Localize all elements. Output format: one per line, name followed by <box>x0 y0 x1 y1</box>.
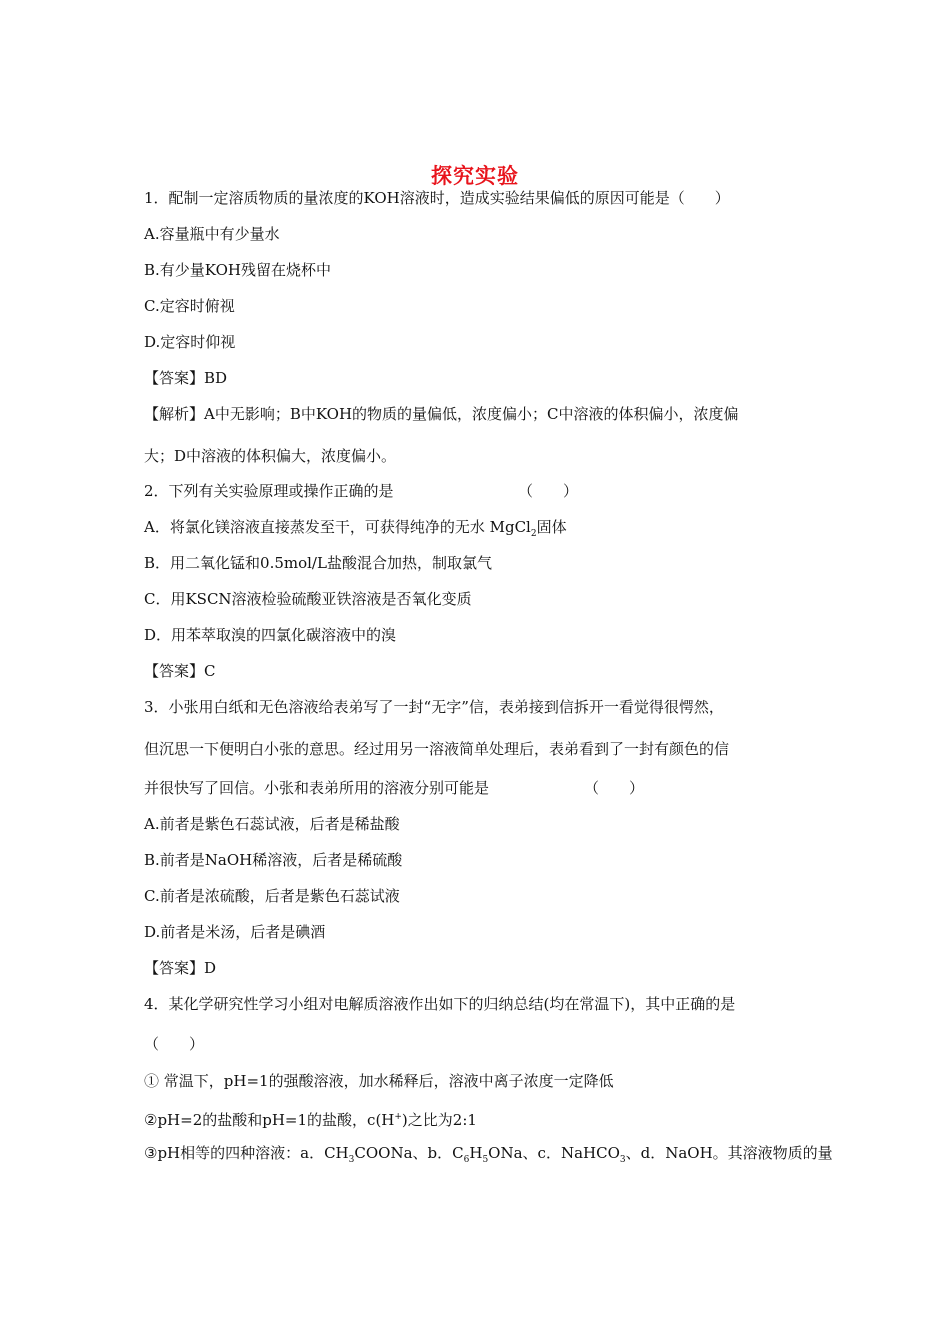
q4-item-2: ②pH=2的盐酸和pH=1的盐酸，c(H+)之比为2:1 <box>144 1111 477 1129</box>
q3-answer-paren: （ ） <box>584 779 645 797</box>
q3-answer: 【答案】D <box>144 959 217 977</box>
q4-answer-paren: （ ） <box>144 1035 205 1053</box>
q1-option-b: B.有少量KOH残留在烧杯中 <box>144 261 331 279</box>
q1-option-a: A.容量瓶中有少量水 <box>144 225 280 243</box>
q1-stem: 1．配制一定溶质物质的量浓度的KOH溶液时，造成实验结果偏低的原因可能是（ ） <box>144 189 730 207</box>
q3-stem-line1: 3．小张用白纸和无色溶液给表弟写了一封“无字”信，表弟接到信拆开一看觉得很愕然， <box>144 698 724 716</box>
q2-option-d: D．用苯萃取溴的四氯化碳溶液中的溴 <box>144 626 397 644</box>
q4-item-3: ③pH相等的四种溶液：a．$CH_3COONa$、b．$C_6H_5ONa$、c．NaHCO$_3$、d．NaOH。其溶液物质的量 <box>144 1144 833 1165</box>
q2-answer: 【答案】C <box>144 662 216 680</box>
q3-stem-line3 <box>144 778 810 798</box>
q3-option-b: B.前者是NaOH稀溶液，后者是稀硫酸 <box>144 851 403 869</box>
q3-option-d: D.前者是米汤，后者是碘酒 <box>144 923 326 941</box>
q2-option-a: A．将氯化镁溶液直接蒸发至干，可获得纯净的无水 MgCl$_2$固体 <box>144 518 567 539</box>
q1-answer: 【答案】BD <box>144 369 228 387</box>
q1-analysis-line1: 【解析】A中无影响；B中KOH的物质的量偏低，浓度偏小；C中溶液的体积偏小，浓度偏 <box>144 405 739 423</box>
q2-stem: 2．下列有关实验原理或操作正确的是 <box>144 482 394 500</box>
q2-option-c: C．用KSCN溶液检验硫酸亚铁溶液是否氧化变质 <box>144 590 472 608</box>
q3-option-c: C.前者是浓硫酸，后者是紫色石蕊试液 <box>144 887 400 905</box>
q3-stem-line2: 但沉思一下便明白小张的意思。经过用另一溶液简单处理后，表弟看到了一封有颜色的信 <box>144 740 730 758</box>
page-title: 探究实验 <box>431 164 519 188</box>
q2-answer-paren: （ ） <box>518 482 579 500</box>
q4-stem: 4．某化学研究性学习小组对电解质溶液作出如下的归纳总结(均在常温下)，其中正确的是 <box>144 995 736 1013</box>
q2-stem-line <box>144 481 810 501</box>
q4-item-1: ① 常温下，pH=1的强酸溶液，加水稀释后，溶液中离子浓度一定降低 <box>144 1072 614 1090</box>
q1-analysis-line2: 大；D中溶液的体积偏大，浓度偏小。 <box>144 447 397 465</box>
q3-stem: 并很快写了回信。小张和表弟所用的溶液分别可能是 <box>144 779 490 797</box>
q1-option-d: D.定容时仰视 <box>144 333 236 351</box>
q3-option-a: A.前者是紫色石蕊试液，后者是稀盐酸 <box>144 815 400 833</box>
q2-option-b: B．用二氧化锰和0.5mol/L盐酸混合加热，制取氯气 <box>144 554 492 572</box>
q1-option-c: C.定容时俯视 <box>144 297 235 315</box>
